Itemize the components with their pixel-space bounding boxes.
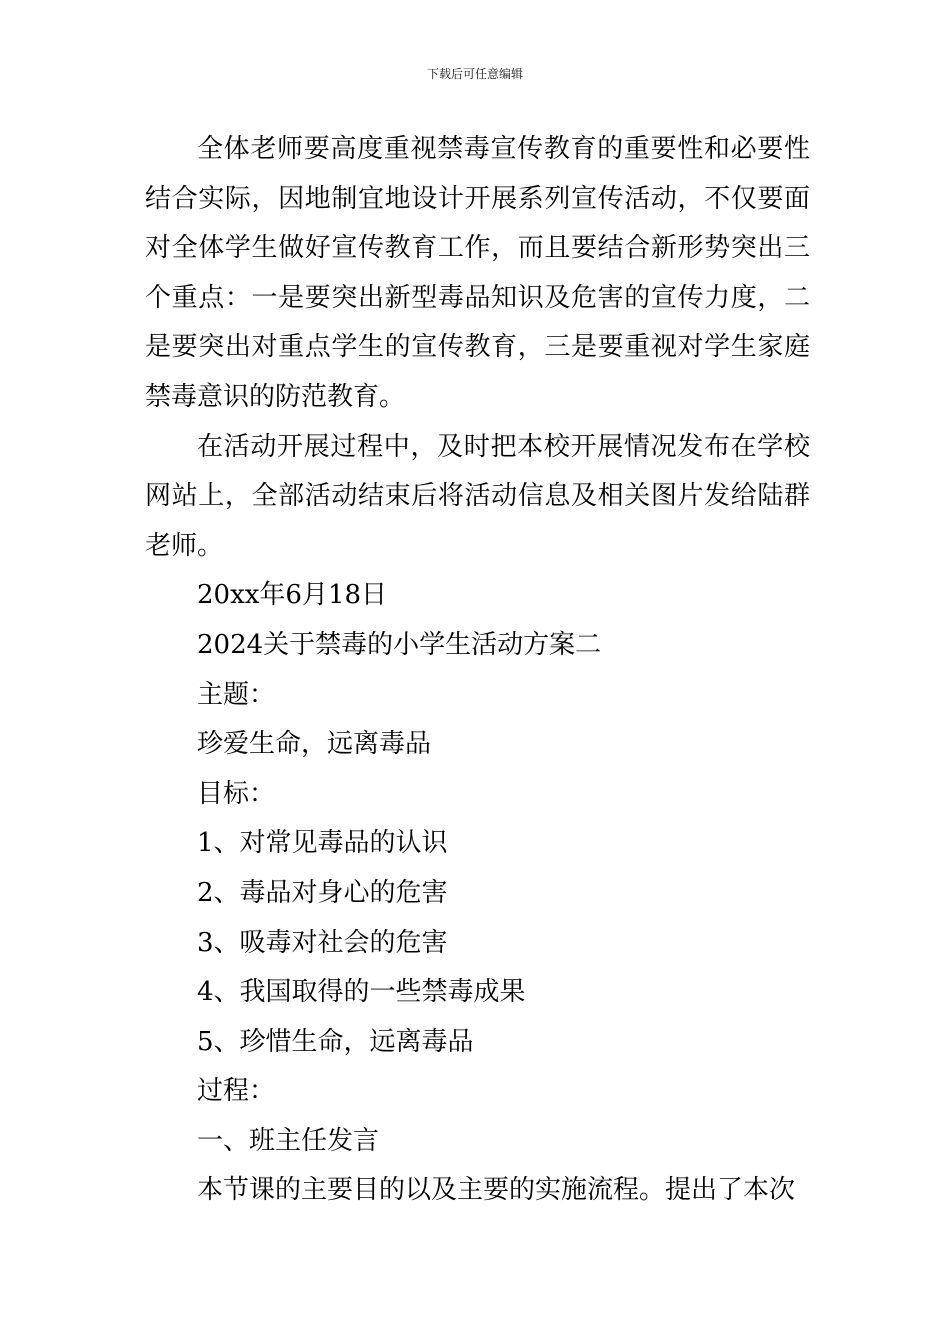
plan-two-title: 2024关于禁毒的小学生活动方案二 <box>197 629 602 660</box>
document-date: 20xx年6月18日 <box>197 580 388 611</box>
process-step-heading: 一、班主任发言 <box>197 1125 380 1156</box>
goal-item: 2、毒品对身心的危害 <box>197 877 448 908</box>
goal-label: 目标： <box>197 778 276 809</box>
page-header: 下载后可任意编辑 <box>426 67 523 81</box>
theme-text: 珍爱生命，远离毒品 <box>197 729 432 760</box>
paragraph-publicity-emphasis: 全体老师要高度重视禁毒宣传教育的重要性和必要性结合实际，因地制宜地设计开展系列宣传活动，不仅要面对全体学生做好宣传教育工作，而且要结合新形势突出三个重点：一是要突出新型毒品知识及危害的宣传力度，二是要突出对重点学生的宣传教育，三是要重视对学生家庭禁毒意识的防范教育。 <box>145 134 810 412</box>
paragraph-activity-report: 在活动开展过程中，及时把本校开展情况发布在学校网站上，全部活动结束后将活动信息及相关图片发给陆群老师。 <box>145 431 810 561</box>
goal-item: 3、吸毒对社会的危害 <box>197 927 448 958</box>
theme-label: 主题： <box>197 679 276 710</box>
goal-item: 1、对常见毒品的认识 <box>197 828 448 859</box>
process-label: 过程： <box>197 1076 276 1107</box>
paragraph-class-purpose: 本节课的主要目的以及主要的实施流程。提出了本次 <box>197 1175 796 1206</box>
document-body <box>145 125 810 1216</box>
goal-item: 4、我国取得的一些禁毒成果 <box>197 977 526 1008</box>
goal-item: 5、珍惜生命，远离毒品 <box>197 1026 474 1057</box>
